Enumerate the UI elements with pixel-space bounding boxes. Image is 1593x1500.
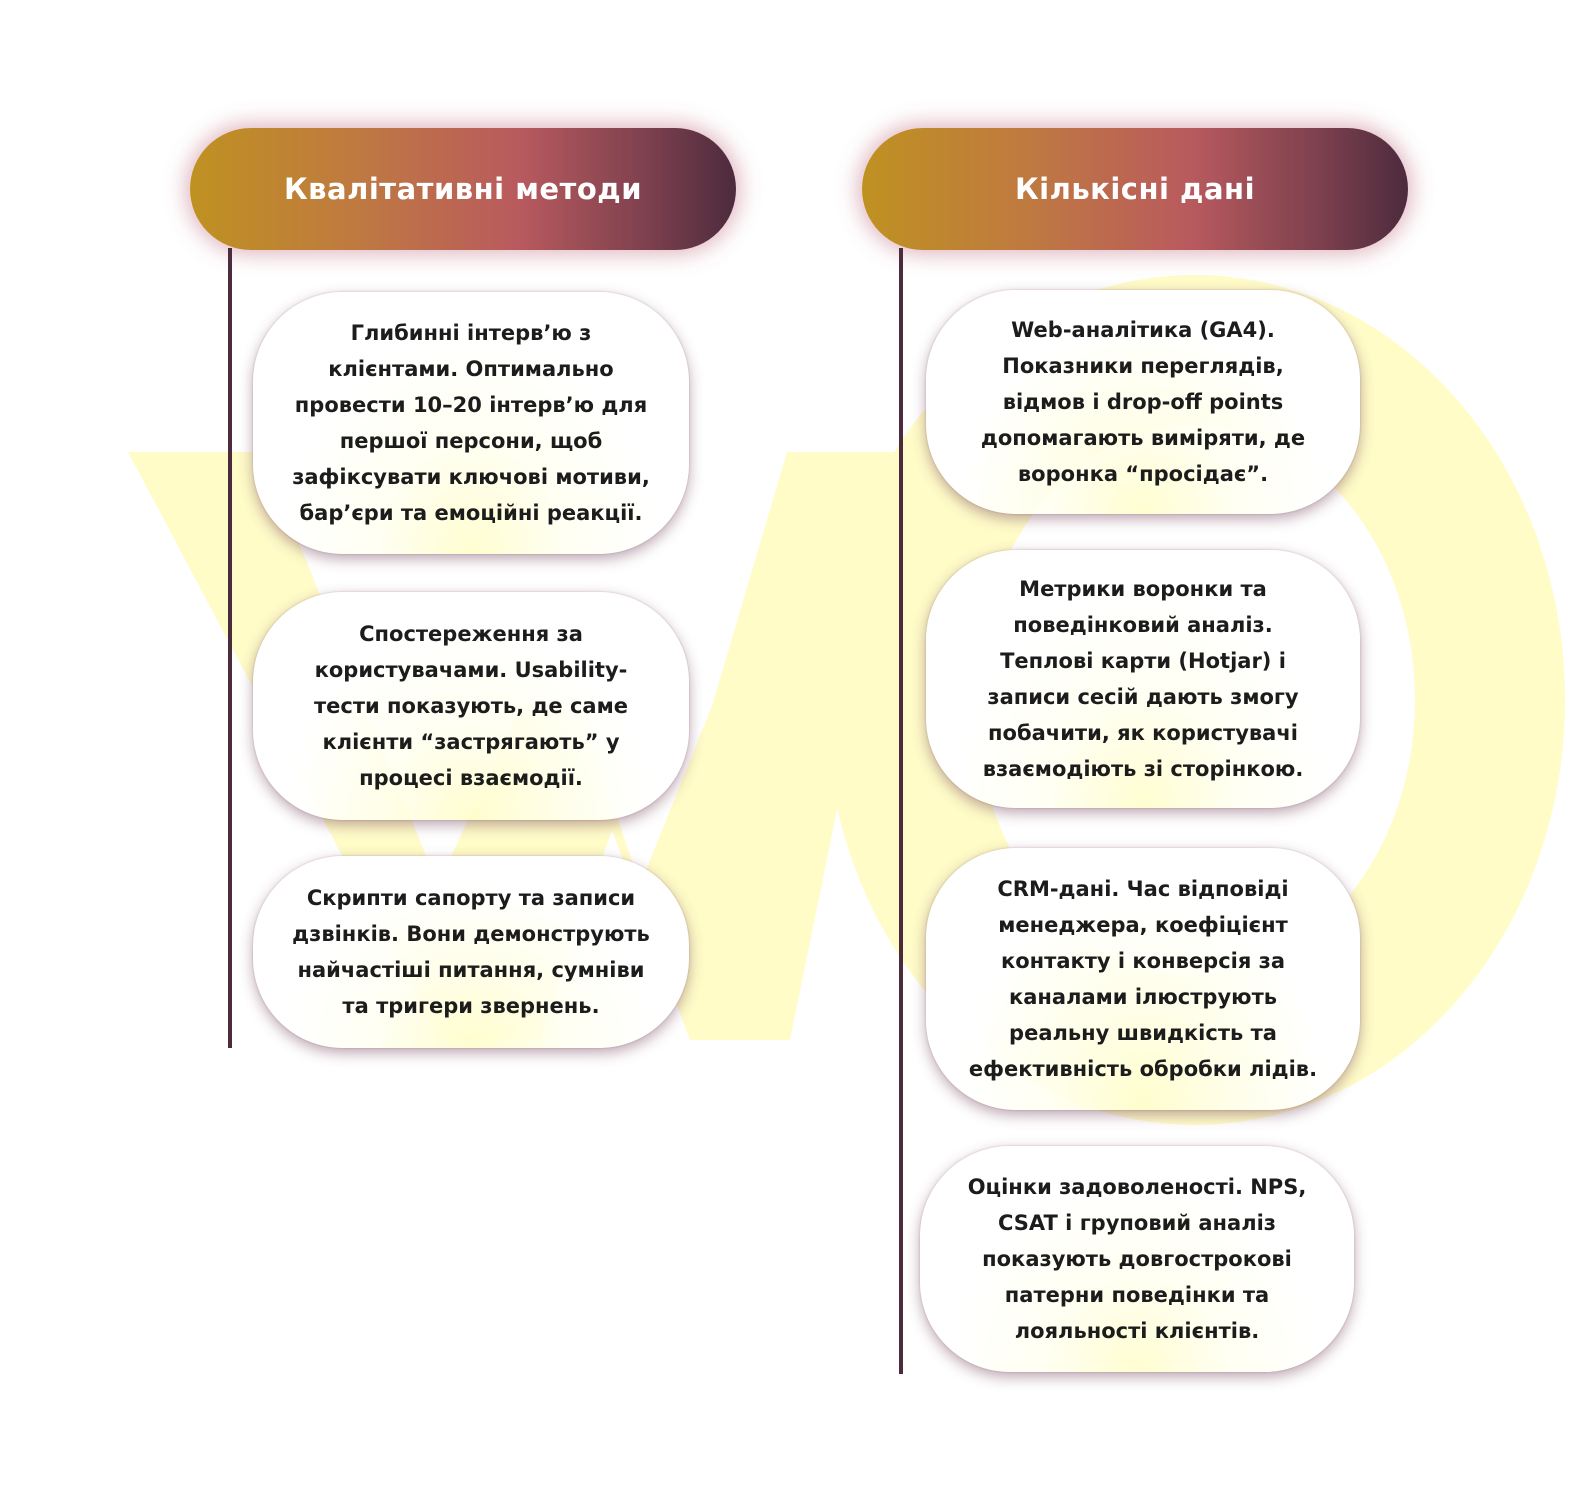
watermark-o-shape: [900, 350, 1490, 1050]
watermark-w-shape: [128, 452, 910, 1040]
left-column-title: Квалітативні методи: [283, 172, 643, 206]
right-card-3-text: CRM-дані. Час відповіді менеджера, коефіцієнт контакту і конверсія за каналами ілюструють реальну швидкість та ефективність обробки лідів.: [968, 877, 1318, 1081]
right-card-2-text: Метрики воронки та поведінковий аналіз. Теплові карти (Hotjar) і записи сесій дають змогу побачити, як користувачі взаємодіють зі сторінкою.: [982, 577, 1304, 781]
right-card-1-text: Web-аналітика (GA4). Показники переглядів, відмов і drop-off points допомагають виміряти, де воронка “просідає”.: [980, 318, 1306, 486]
left-card-3-text: Скрипти сапорту та записи дзвінків. Вони демонструють найчастіші питання, сумніви та тригери звернень.: [292, 886, 650, 1018]
left-card-1-text: Глибинні інтерв’ю з клієнтами. Оптимально провести 10–20 інтерв’ю для першої персони, щоб зафіксувати ключові мотиви, бар’єри та емоційні реакції.: [292, 321, 650, 525]
right-column-title: Кількісні дані: [1014, 172, 1256, 206]
left-card-2-text: Спостереження за користувачами. Usability-тести показують, де саме клієнти “застрягають” у процесі взаємодії.: [313, 622, 628, 790]
right-card-4-text: Оцінки задоволеності. NPS, CSAT і груповий аналіз показують довгострокові патерни поведінки та лояльності клієнтів.: [967, 1175, 1307, 1343]
